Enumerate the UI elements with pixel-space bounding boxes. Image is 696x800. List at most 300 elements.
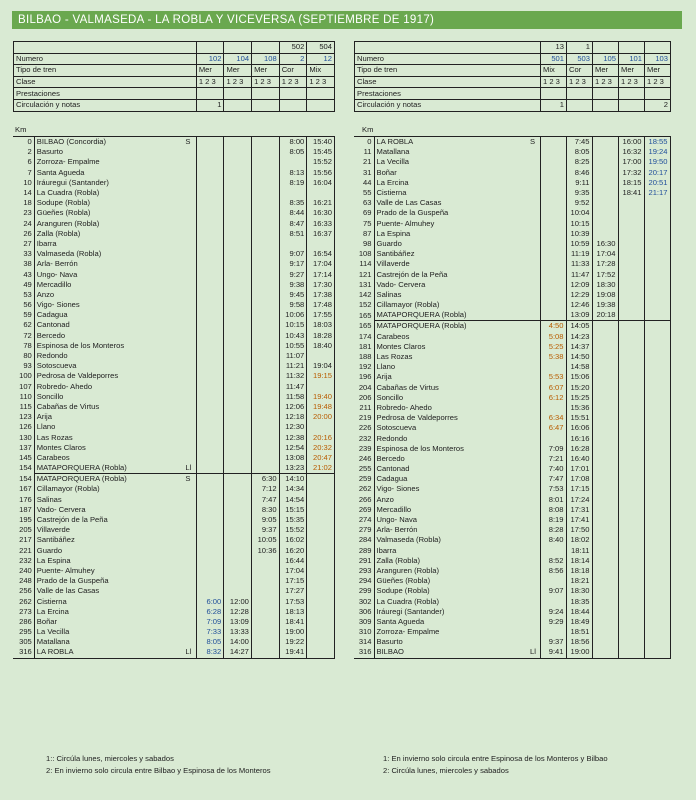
station-name: La Ercina	[374, 178, 528, 188]
stop-flag	[183, 402, 196, 412]
stop-flag	[183, 351, 196, 361]
table-row	[13, 269, 335, 279]
table-row	[13, 392, 335, 402]
time-cell: 15:40	[307, 137, 335, 148]
time-cell	[224, 484, 252, 494]
table-row	[13, 546, 335, 556]
stop-flag	[528, 280, 540, 290]
km-cell: 142	[358, 289, 372, 299]
time-cell: 21:17	[644, 188, 670, 198]
table-row	[354, 198, 670, 208]
time-cell	[644, 535, 670, 545]
stop-flag	[183, 188, 196, 198]
time-cell: 16:44	[279, 556, 307, 566]
table-row	[13, 432, 335, 442]
time-cell	[618, 505, 644, 515]
time-cell	[618, 332, 644, 342]
time-cell: 12:28	[224, 607, 252, 617]
time-cell	[592, 525, 618, 535]
stop-flag	[183, 178, 196, 188]
time-cell	[196, 432, 224, 442]
table-row	[354, 290, 670, 300]
time-cell: 8:28	[540, 525, 566, 535]
station-name: Sodupe (Robla)	[374, 586, 528, 596]
table-row	[354, 596, 670, 606]
km-cell: 107	[19, 381, 32, 391]
left-header-table	[13, 41, 335, 112]
km-cell: 114	[359, 259, 372, 269]
stop-flag	[183, 168, 196, 178]
time-cell	[644, 525, 670, 535]
time-cell	[592, 586, 618, 596]
time-cell	[251, 627, 279, 637]
header-top-number	[252, 42, 280, 54]
time-cell: 15:45	[307, 147, 335, 157]
time-cell	[307, 617, 335, 627]
stop-flag	[528, 229, 540, 239]
table-row	[13, 412, 335, 422]
stop-flag	[183, 320, 196, 330]
time-cell	[224, 198, 252, 208]
table-row	[354, 249, 670, 259]
time-cell	[618, 566, 644, 576]
km-cell: 274	[358, 515, 372, 525]
time-cell	[251, 249, 279, 259]
stop-flag	[528, 505, 540, 515]
time-cell	[540, 403, 566, 413]
table-row	[13, 637, 335, 647]
time-cell: 11:33	[566, 259, 592, 269]
time-cell: 5:38	[540, 352, 566, 362]
stop-flag	[528, 342, 540, 352]
header-cell	[619, 88, 645, 100]
time-cell	[592, 219, 618, 229]
time-cell	[540, 198, 566, 208]
time-cell: 9:07	[279, 249, 307, 259]
header-cell: Cor	[279, 65, 307, 77]
right-header-table	[354, 41, 671, 112]
time-cell	[618, 300, 644, 310]
time-cell	[251, 392, 279, 402]
table-row	[354, 362, 670, 372]
station-name: Llano	[374, 362, 528, 372]
time-cell	[251, 259, 279, 269]
stop-flag	[528, 586, 540, 596]
time-cell	[592, 168, 618, 178]
time-cell: 17:52	[592, 269, 618, 279]
table-row	[354, 566, 670, 576]
station-name: Vado- Cervera	[374, 280, 528, 290]
stop-flag	[528, 188, 540, 198]
table-row	[354, 505, 670, 515]
km-cell: 44	[363, 177, 372, 187]
station-name: Cantonad	[34, 320, 183, 330]
time-cell	[644, 198, 670, 208]
time-cell	[307, 525, 335, 535]
table-row	[354, 280, 670, 290]
time-cell	[196, 168, 224, 178]
km-cell: 69	[363, 208, 372, 218]
time-cell	[644, 342, 670, 352]
table-row	[354, 208, 670, 218]
time-cell	[644, 300, 670, 310]
time-cell: 16:32	[618, 147, 644, 157]
table-row	[13, 484, 335, 494]
time-cell	[196, 412, 224, 422]
time-cell: 18:41	[279, 617, 307, 627]
km-cell: 273	[19, 606, 32, 616]
time-cell	[224, 371, 252, 381]
km-cell: 294	[358, 576, 372, 586]
time-cell: 9:05	[251, 515, 279, 525]
time-cell	[224, 147, 252, 157]
stop-flag: Ll	[528, 647, 540, 658]
time-cell	[196, 300, 224, 310]
time-cell	[224, 402, 252, 412]
km-cell: 152	[358, 300, 372, 310]
time-cell: 21:02	[307, 463, 335, 474]
km-cell: 31	[363, 167, 372, 177]
stop-flag	[528, 535, 540, 545]
header-cell: 1 2 3	[307, 76, 335, 88]
time-cell	[307, 637, 335, 647]
time-cell: 20:16	[307, 432, 335, 442]
time-cell	[644, 607, 670, 617]
header-cell: 104	[224, 53, 252, 65]
time-cell: 18:15	[618, 178, 644, 188]
time-cell	[279, 157, 307, 167]
time-cell	[279, 239, 307, 249]
time-cell	[644, 352, 670, 362]
table-row	[13, 495, 335, 505]
header-cell: 1 2 3	[224, 76, 252, 88]
time-cell	[224, 310, 252, 320]
time-cell	[644, 372, 670, 382]
time-cell	[592, 372, 618, 382]
time-cell: 7:09	[196, 617, 224, 627]
time-cell: 17:32	[618, 168, 644, 178]
station-name: Villaverde	[374, 259, 528, 269]
table-row	[13, 443, 335, 453]
time-cell	[592, 332, 618, 342]
stop-flag	[183, 208, 196, 218]
table-row	[354, 259, 670, 269]
time-cell	[592, 147, 618, 157]
station-name: Castrejón de la Peña	[374, 269, 528, 279]
time-cell	[196, 178, 224, 188]
time-cell	[307, 515, 335, 525]
time-cell	[540, 300, 566, 310]
time-cell	[196, 556, 224, 566]
table-row	[13, 178, 335, 188]
time-cell	[251, 422, 279, 432]
time-cell	[540, 208, 566, 218]
stop-flag: Ll	[183, 647, 196, 658]
time-cell	[251, 147, 279, 157]
table-row	[13, 566, 335, 576]
time-cell	[592, 637, 618, 647]
time-cell	[224, 137, 252, 148]
km-cell: 165	[358, 310, 372, 320]
station-name: Cadagua	[34, 310, 183, 320]
header-cell: Mer	[619, 65, 645, 77]
stop-flag	[183, 239, 196, 249]
time-cell: 18:02	[566, 535, 592, 545]
time-cell: 17:01	[566, 464, 592, 474]
time-cell	[644, 362, 670, 372]
time-cell: 10:36	[251, 546, 279, 556]
km-cell: 53	[23, 289, 32, 299]
stop-flag	[183, 259, 196, 269]
table-row	[354, 137, 670, 148]
km-cell: 0	[13, 137, 34, 148]
stop-flag	[183, 392, 196, 402]
time-cell	[644, 413, 670, 423]
time-cell: 16:04	[307, 178, 335, 188]
station-name: Prado de la Guspeña	[34, 576, 183, 586]
time-cell	[644, 219, 670, 229]
time-cell	[196, 198, 224, 208]
time-cell	[618, 423, 644, 433]
station-name: La Vecilla	[34, 627, 183, 637]
time-cell	[224, 331, 252, 341]
time-cell	[196, 392, 224, 402]
time-cell	[540, 168, 566, 178]
km-cell: 269	[358, 504, 372, 514]
km-cell: 302	[358, 596, 372, 606]
header-row-label: Circulación y notas	[14, 99, 197, 111]
time-cell: 17:04	[279, 566, 307, 576]
time-cell	[644, 586, 670, 596]
time-cell: 8:00	[279, 137, 307, 148]
time-cell: 18:30	[592, 280, 618, 290]
time-cell: 17:31	[566, 505, 592, 515]
time-cell	[251, 269, 279, 279]
time-cell: 15:52	[307, 157, 335, 167]
table-row	[354, 617, 670, 627]
station-name: Valle de las Casas	[34, 586, 183, 596]
km-cell: 293	[358, 565, 372, 575]
time-cell	[196, 495, 224, 505]
time-cell	[540, 433, 566, 443]
stop-flag: Ll	[185, 463, 192, 473]
km-cell: 26	[23, 228, 32, 238]
time-cell	[196, 147, 224, 157]
station-name: LA ROBLA	[34, 647, 183, 658]
time-cell	[224, 239, 252, 249]
time-cell	[644, 464, 670, 474]
header-top-number	[619, 42, 645, 54]
time-cell: 19:50	[644, 157, 670, 167]
stop-flag	[528, 310, 540, 321]
time-cell	[644, 229, 670, 239]
time-cell	[196, 229, 224, 239]
stop-flag	[528, 198, 540, 208]
stop-flag	[183, 290, 196, 300]
time-cell	[224, 392, 252, 402]
km-cell: 10	[23, 177, 32, 187]
table-row	[13, 535, 335, 545]
header-corner	[355, 42, 541, 54]
station-name: Cabañas de Virtus	[34, 402, 183, 412]
station-name: Pedrosa de Valdeporres	[374, 413, 528, 423]
time-cell	[592, 454, 618, 464]
header-row-label: Tipo de tren	[355, 65, 541, 77]
stop-flag	[528, 474, 540, 484]
time-cell: 18:11	[566, 546, 592, 556]
stop-flag	[528, 423, 540, 433]
table-row	[13, 147, 335, 157]
stop-flag	[528, 300, 540, 310]
time-cell	[618, 515, 644, 525]
time-cell: 15:15	[279, 505, 307, 515]
header-cell: 1 2 3	[541, 76, 567, 88]
stop-flag	[528, 596, 540, 606]
time-cell: 16:30	[307, 208, 335, 218]
km-cell: 126	[19, 422, 32, 432]
header-cell	[224, 99, 252, 111]
time-cell	[224, 586, 252, 596]
time-cell: 19:15	[307, 371, 335, 381]
time-cell	[618, 484, 644, 494]
time-cell: 8:19	[540, 515, 566, 525]
time-cell	[307, 647, 335, 658]
stop-flag	[183, 586, 196, 596]
time-cell	[196, 505, 224, 515]
right-timetable	[354, 136, 671, 659]
time-cell	[644, 290, 670, 300]
table-row	[354, 310, 670, 321]
stop-flag	[183, 412, 196, 422]
km-cell: 246	[358, 453, 372, 463]
time-cell	[196, 310, 224, 320]
km-cell: 306	[358, 606, 372, 616]
km-cell: 188	[358, 352, 372, 362]
station-name: Montes Claros	[34, 443, 183, 453]
station-name: Zorroza- Empalme	[374, 627, 528, 637]
table-row	[354, 586, 670, 596]
km-cell: 256	[19, 586, 32, 596]
time-cell	[196, 566, 224, 576]
time-cell	[644, 239, 670, 249]
time-cell	[618, 607, 644, 617]
time-cell: 8:01	[540, 495, 566, 505]
header-row-label: Tipo de tren	[14, 65, 197, 77]
km-cell: 255	[358, 464, 372, 474]
time-cell: 8:05	[196, 637, 224, 647]
time-cell	[540, 576, 566, 586]
time-cell: 17:30	[307, 280, 335, 290]
time-cell	[224, 382, 252, 392]
table-row	[354, 342, 670, 352]
time-cell: 14:10	[279, 474, 307, 485]
time-cell	[196, 331, 224, 341]
stop-flag	[183, 310, 196, 320]
stop-flag	[183, 607, 196, 617]
time-cell	[618, 249, 644, 259]
time-cell: 11:58	[279, 392, 307, 402]
time-cell: 12:18	[279, 412, 307, 422]
table-row	[354, 352, 670, 362]
km-cell: 6	[27, 157, 32, 167]
stop-flag	[183, 229, 196, 239]
time-cell: 10:15	[566, 219, 592, 229]
time-cell	[224, 208, 252, 218]
station-name: Cillamayor (Robla)	[34, 484, 183, 494]
station-name: Ibarra	[34, 239, 183, 249]
right-km-label: Km	[362, 125, 374, 134]
stop-flag	[528, 464, 540, 474]
time-cell: 10:05	[251, 535, 279, 545]
time-cell: 18:51	[566, 627, 592, 637]
table-row	[354, 637, 670, 647]
time-cell: 14:50	[566, 352, 592, 362]
km-cell: 59	[23, 310, 32, 320]
header-cell	[619, 99, 645, 111]
stop-flag	[528, 566, 540, 576]
time-cell	[196, 157, 224, 167]
stop-flag	[528, 321, 540, 332]
table-row	[13, 188, 335, 198]
time-cell	[196, 463, 224, 474]
time-cell	[618, 321, 644, 332]
table-row	[13, 361, 335, 371]
km-cell: 204	[358, 382, 372, 392]
header-top-number: 504	[307, 42, 335, 54]
table-row	[13, 586, 335, 596]
time-cell	[307, 382, 335, 392]
km-cell: 192	[358, 362, 372, 372]
time-cell	[644, 556, 670, 566]
km-cell: 123	[19, 412, 32, 422]
time-cell	[644, 647, 670, 658]
time-cell	[592, 566, 618, 576]
time-cell	[251, 137, 279, 148]
km-cell: 279	[358, 525, 372, 535]
time-cell: 20:18	[592, 310, 618, 321]
stop-flag	[183, 556, 196, 566]
time-cell	[592, 352, 618, 362]
time-cell	[196, 208, 224, 218]
station-name: MATAPORQUERA (Robla)	[374, 310, 528, 321]
station-name: Arija	[34, 412, 183, 422]
time-cell: 17:38	[307, 290, 335, 300]
station-name: Ibarra	[374, 546, 528, 556]
time-cell: 19:24	[644, 147, 670, 157]
station-name: Soncillo	[34, 392, 183, 402]
km-cell: 23	[23, 208, 32, 218]
time-cell	[224, 474, 252, 485]
table-row	[13, 331, 335, 341]
time-cell	[592, 321, 618, 332]
header-cell: 1 2 3	[252, 76, 280, 88]
time-cell	[618, 310, 644, 321]
time-cell	[251, 331, 279, 341]
station-name: MATAPORQUERA (Robla)	[34, 474, 183, 485]
time-cell	[592, 515, 618, 525]
time-cell: 5:53	[540, 372, 566, 382]
station-name: Aranguren (Robla)	[374, 566, 528, 576]
station-name: Redondo	[374, 433, 528, 443]
time-cell: 15:35	[279, 515, 307, 525]
table-row	[354, 229, 670, 239]
time-cell	[618, 474, 644, 484]
time-cell	[307, 535, 335, 545]
time-cell	[592, 464, 618, 474]
time-cell	[592, 423, 618, 433]
time-cell	[592, 627, 618, 637]
time-cell: 5:25	[540, 342, 566, 352]
